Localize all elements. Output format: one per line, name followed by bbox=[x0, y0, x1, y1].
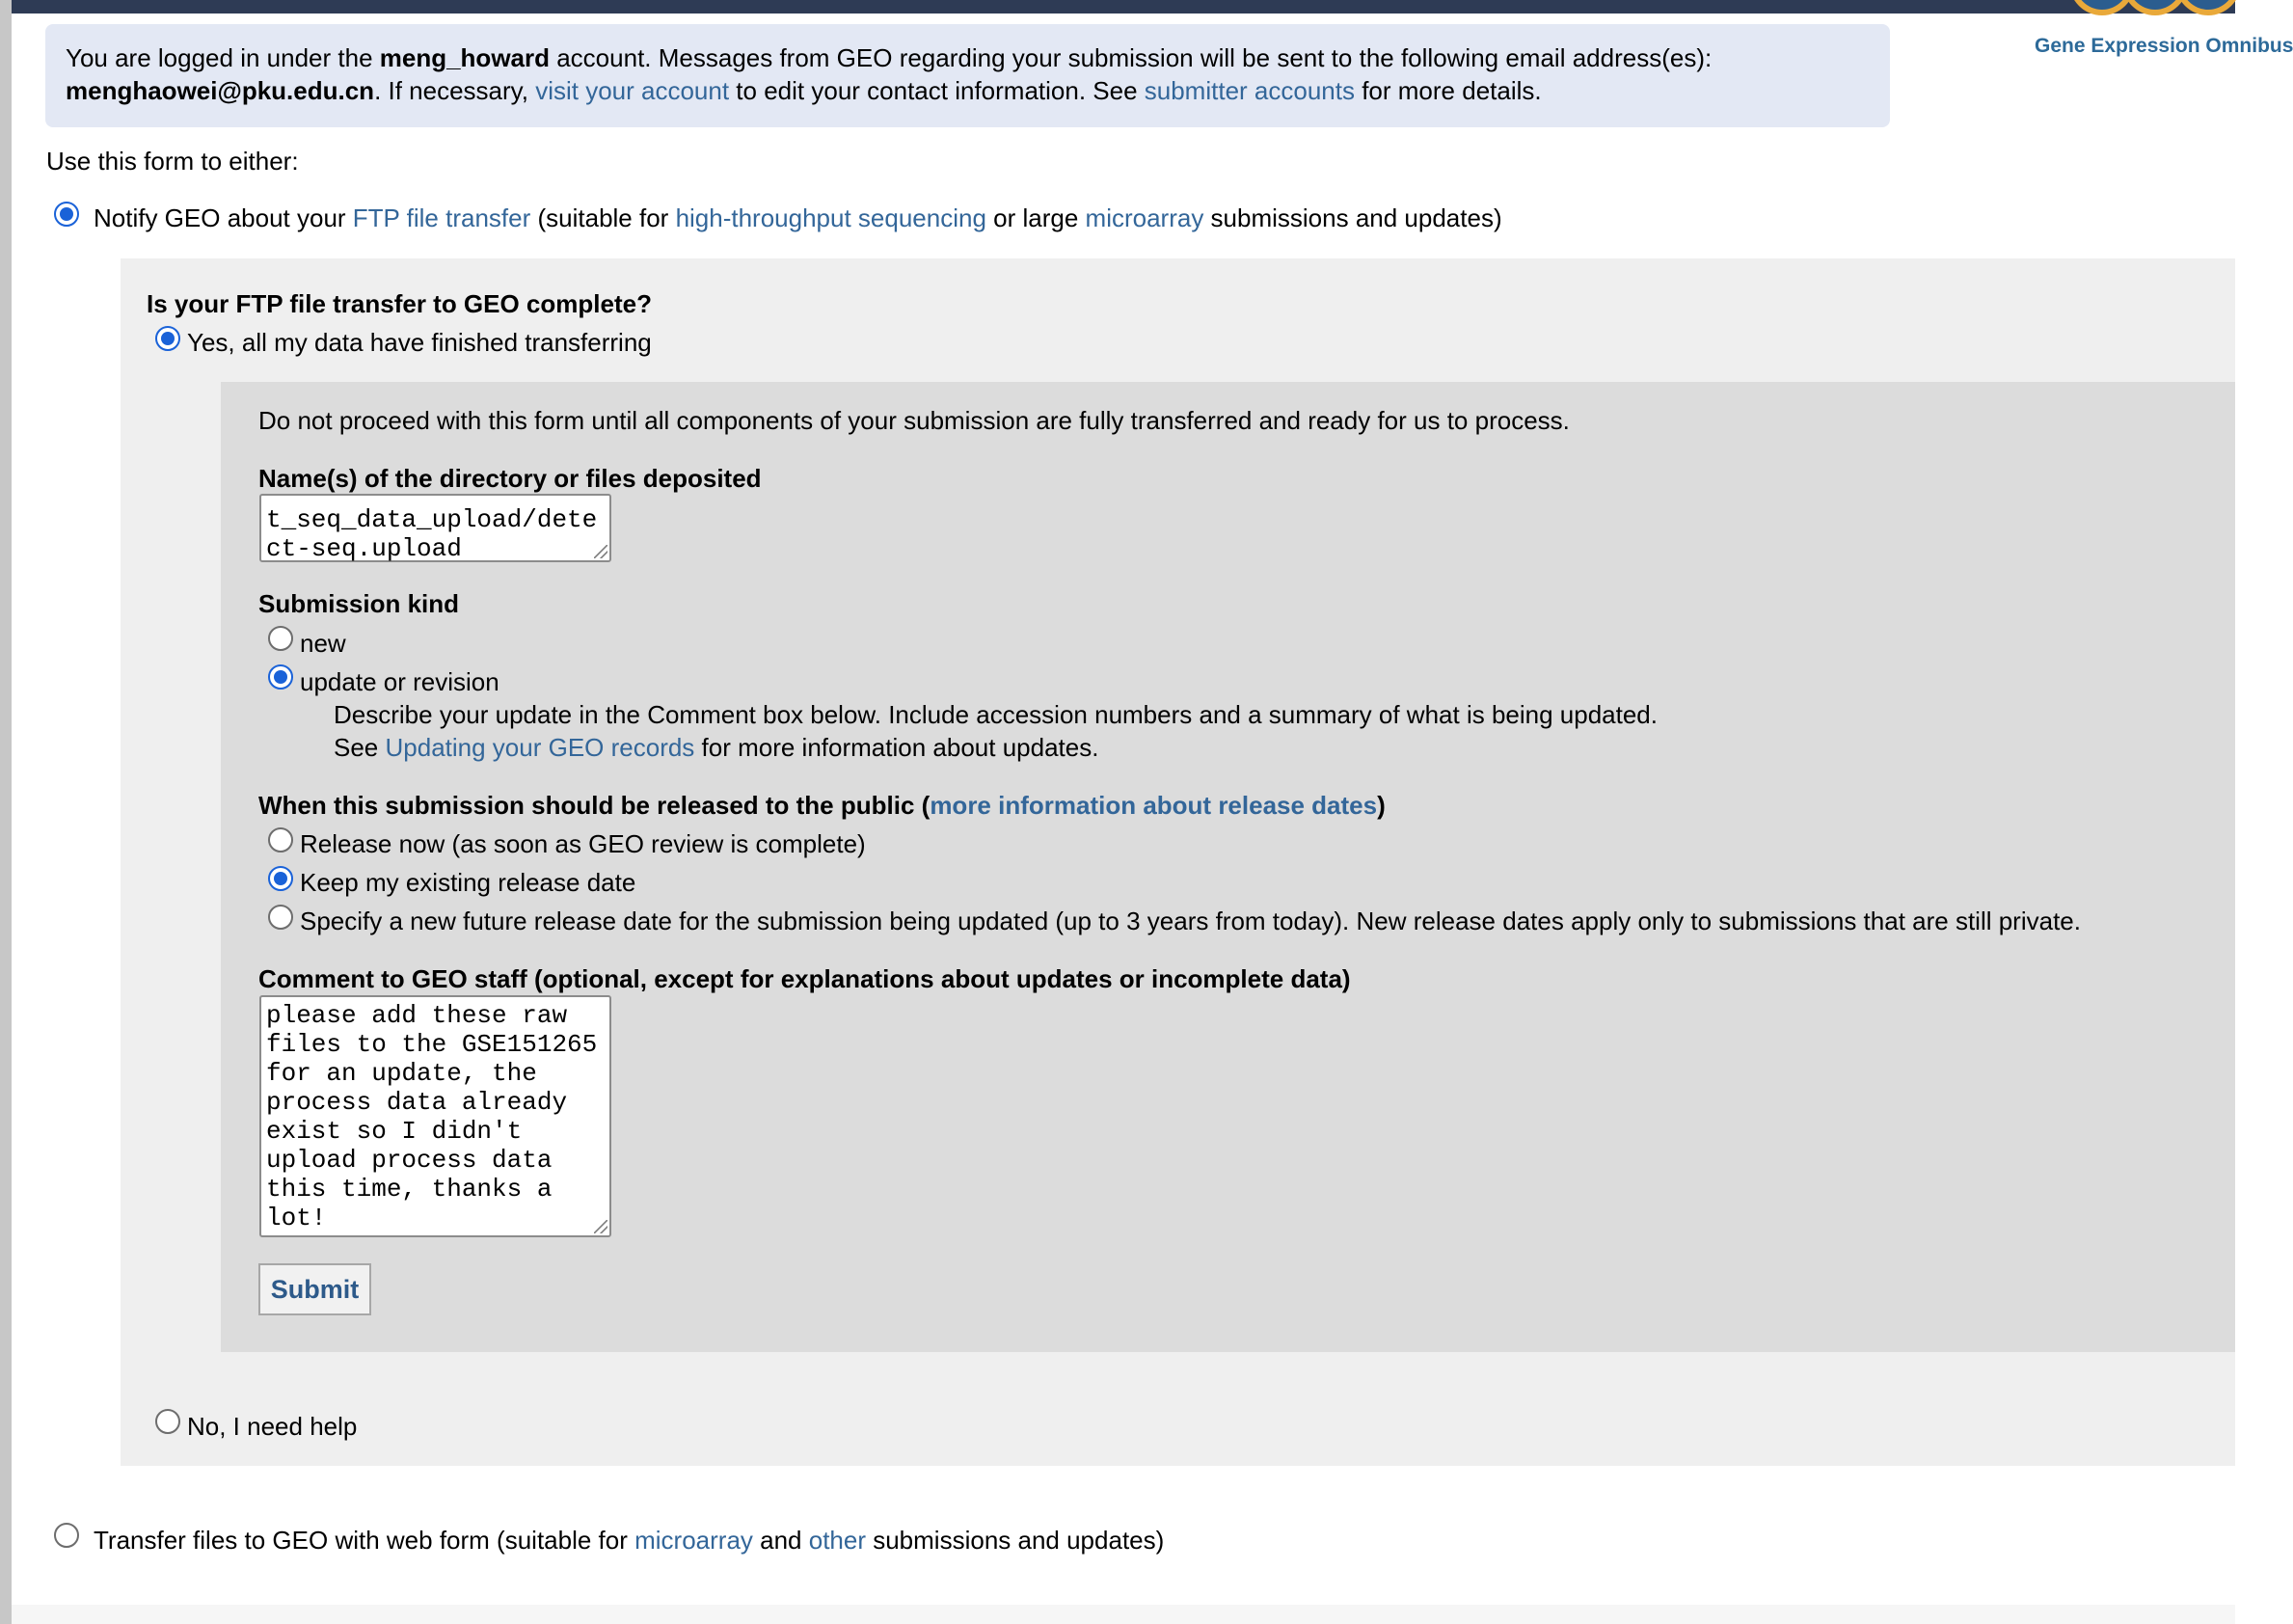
ftp-complete-no-radio[interactable] bbox=[155, 1409, 180, 1434]
comment-textarea[interactable] bbox=[259, 995, 611, 1237]
account-notice bbox=[45, 24, 1890, 127]
top-bar bbox=[0, 0, 2235, 14]
resize-grip-icon[interactable] bbox=[594, 1220, 607, 1233]
submitter-accounts-link[interactable]: submitter accounts bbox=[1144, 76, 1355, 105]
account-username: meng_howard bbox=[379, 43, 550, 72]
kind-update-radio[interactable] bbox=[268, 664, 293, 690]
ftp-option-text-1: Notify GEO about your bbox=[94, 203, 353, 232]
updating-geo-records-link[interactable]: Updating your GEO records bbox=[385, 733, 695, 762]
release-label-prefix: When this submission should be released to the public ( bbox=[258, 791, 931, 820]
notice-prefix: You are logged in under the bbox=[66, 43, 380, 72]
release-dates-info-link[interactable]: more information about release dates bbox=[930, 791, 1378, 820]
update-help-see bbox=[334, 733, 1098, 763]
release-keep-radio[interactable] bbox=[268, 866, 293, 891]
submission-kind-label: Submission kind bbox=[258, 589, 460, 618]
notice-middle: account. Messages from GEO regarding your submission will be sent to the following email address(es): bbox=[550, 43, 1713, 72]
ftp-complete-yes-radio[interactable] bbox=[155, 326, 180, 351]
release-now-label: Release now (as soon as GEO review is complete) bbox=[300, 829, 866, 858]
kind-new-radio[interactable] bbox=[268, 626, 293, 651]
intro-text: Use this form to either: bbox=[46, 147, 299, 176]
microarray-link[interactable]: microarray bbox=[1085, 203, 1204, 232]
ftp-complete-question: Is your FTP file transfer to GEO complete? bbox=[147, 289, 652, 318]
release-now-radio[interactable] bbox=[268, 827, 293, 853]
release-label-suffix: ) bbox=[1377, 791, 1386, 820]
names-textarea-value: t_seq_data_upload/detect-seq.upload bbox=[266, 505, 598, 563]
visit-account-link[interactable]: visit your account bbox=[535, 76, 730, 105]
ftp-option-radio[interactable] bbox=[54, 202, 79, 227]
web-form-option-radio[interactable] bbox=[54, 1523, 79, 1548]
resize-grip-icon[interactable] bbox=[594, 545, 607, 558]
release-keep-label: Keep my existing release date bbox=[300, 868, 636, 897]
names-label: Name(s) of the directory or files deposited bbox=[258, 464, 762, 493]
ftp-complete-no-label: No, I need help bbox=[187, 1412, 358, 1441]
release-specify-radio[interactable] bbox=[268, 905, 293, 930]
ftp-complete-yes-label: Yes, all my data have finished transferring bbox=[187, 328, 652, 357]
names-textarea[interactable] bbox=[259, 494, 611, 562]
footer-strip bbox=[12, 1605, 2235, 1624]
submit-button[interactable]: Submit bbox=[258, 1263, 371, 1315]
update-help-text: Describe your update in the Comment box below. Include accession numbers and a summary of what is being updated. bbox=[334, 700, 1658, 729]
ftp-option-text-4: submissions and updates) bbox=[1203, 203, 1502, 232]
high-throughput-sequencing-link[interactable]: high-throughput sequencing bbox=[675, 203, 986, 232]
notice-suffix: for more details. bbox=[1354, 76, 1542, 105]
kind-update-label: update or revision bbox=[300, 667, 499, 696]
ftp-file-transfer-link[interactable]: FTP file transfer bbox=[352, 203, 531, 232]
transfer-warning: Do not proceed with this form until all components of your submission are fully transferred and ready for us to process. bbox=[258, 406, 1570, 435]
web-option-text-3: submissions and updates) bbox=[866, 1526, 1165, 1555]
other-link[interactable]: other bbox=[808, 1526, 866, 1555]
update-help-suffix: for more information about updates. bbox=[694, 733, 1099, 762]
logo-text: Gene Expression Omnibus bbox=[2035, 35, 2293, 57]
account-email: menghaowei@pku.edu.cn bbox=[66, 76, 375, 105]
geo-logo[interactable] bbox=[2035, 0, 2293, 62]
update-help-prefix: See bbox=[334, 733, 386, 762]
web-option-text-1: Transfer files to GEO with web form (suitable for bbox=[94, 1526, 635, 1555]
kind-new-label: new bbox=[300, 629, 346, 658]
comment-label: Comment to GEO staff (optional, except for explanations about updates or incomplete data) bbox=[258, 964, 1351, 993]
geo-logo-icon bbox=[2064, 0, 2227, 27]
ftp-option-text-2: (suitable for bbox=[530, 203, 676, 232]
comment-textarea-value: please add these raw files to the GSE151265 for an update, the process data already exist so I didn't upload process data this time, thanks a lot! bbox=[266, 1001, 612, 1232]
ftp-option-label bbox=[94, 203, 1502, 233]
release-specify-label: Specify a new future release date for the submission being updated (up to 3 years from today). New release dates apply only to submissions that are still private. bbox=[300, 907, 2081, 935]
left-border bbox=[0, 0, 12, 1624]
release-label bbox=[258, 791, 1386, 821]
notice-after-email: . If necessary, bbox=[374, 76, 536, 105]
web-option-text-2: and bbox=[752, 1526, 809, 1555]
notice-after-visit: to edit your contact information. See bbox=[729, 76, 1145, 105]
web-microarray-link[interactable]: microarray bbox=[634, 1526, 753, 1555]
ftp-option-text-3: or large bbox=[985, 203, 1086, 232]
web-form-option-label bbox=[94, 1526, 1164, 1556]
